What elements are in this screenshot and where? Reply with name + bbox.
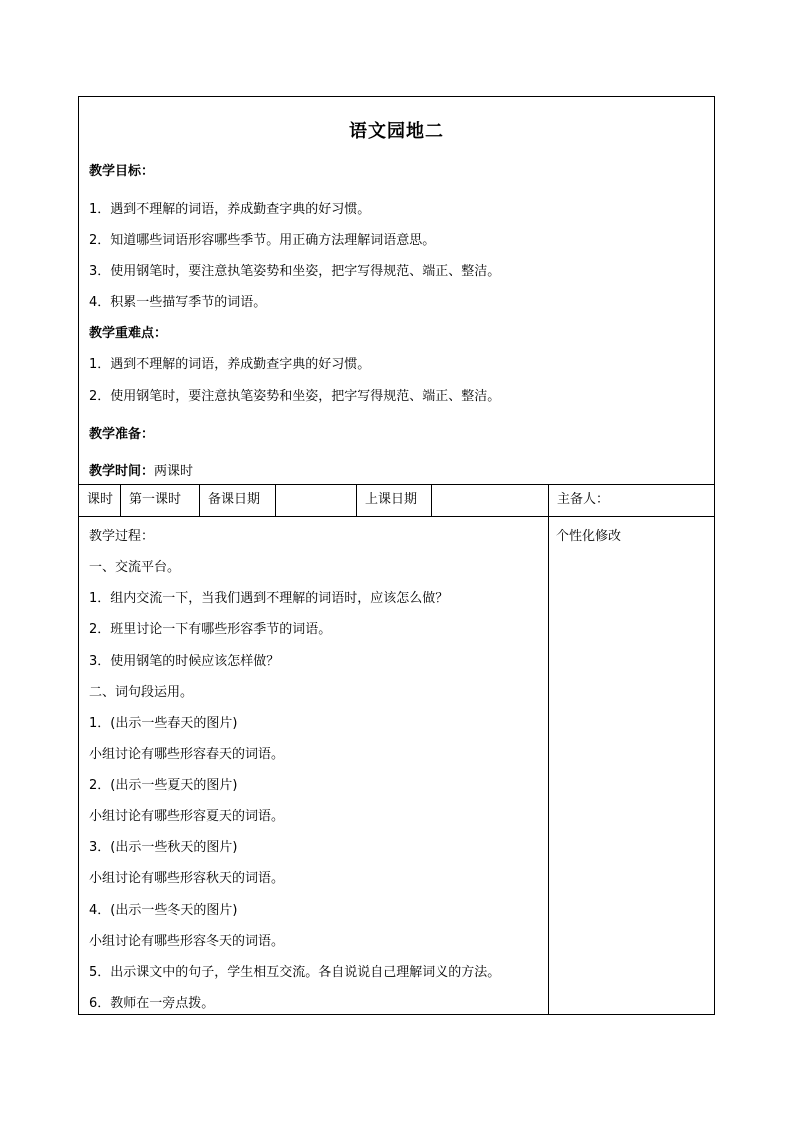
objective-item: 4．积累一些描写季节的词语。 <box>89 295 267 310</box>
prep-date-label: 备课日期 <box>208 492 261 507</box>
process-line: 一、交流平台。 <box>89 560 181 575</box>
process-line: 小组讨论有哪些形容秋天的词语。 <box>89 871 285 886</box>
column-divider <box>548 517 549 1014</box>
preparer-label: 主备人： <box>557 492 610 507</box>
process-line: 1．组内交流一下，当我们遇到不理解的词语时，应该怎么做？ <box>89 591 449 606</box>
objective-item: 2．知道哪些词语形容哪些季节。用正确方法理解词语意思。 <box>89 233 436 248</box>
process-line: 小组讨论有哪些形容春天的词语。 <box>89 747 285 762</box>
key-points-heading: 教学重难点： <box>89 326 168 341</box>
process-line: 2．班里讨论一下有哪些形容季节的词语。 <box>89 622 332 637</box>
key-point-item: 2．使用钢笔时，要注意执笔姿势和坐姿，把字写得规范、端正、整洁。 <box>89 389 501 404</box>
lesson-label: 课时 <box>87 492 114 507</box>
process-line: 二、词句段运用。 <box>89 685 194 700</box>
personalized-edit-heading: 个性化修改 <box>556 529 622 544</box>
teaching-time <box>89 460 193 479</box>
process-line: 1．(出示一些春天的图片) <box>89 716 238 731</box>
prep-date-value <box>276 485 356 516</box>
key-point-item: 1．遇到不理解的词语，养成勤查字典的好习惯。 <box>89 357 371 372</box>
info-row <box>79 485 714 517</box>
process-line: 小组讨论有哪些形容冬天的词语。 <box>89 934 285 949</box>
process-heading: 教学过程： <box>89 529 155 544</box>
page-title: 语文园地二 <box>349 121 444 142</box>
teaching-time-value: 两课时 <box>154 464 194 479</box>
process-line: 6．教师在一旁点拨。 <box>89 996 215 1011</box>
objective-item: 3．使用钢笔时，要注意执笔姿势和坐姿，把字写得规范、端正、整洁。 <box>89 264 501 279</box>
preparation-heading: 教学准备： <box>89 427 155 442</box>
process-line: 小组讨论有哪些形容夏天的词语。 <box>89 809 285 824</box>
teaching-time-label: 教学时间： <box>89 464 155 479</box>
class-date-label: 上课日期 <box>365 492 418 507</box>
process-section <box>79 517 714 1014</box>
process-line: 5．出示课文中的句子，学生相互交流。各自说说自己理解词义的方法。 <box>89 965 501 980</box>
lesson-plan-table <box>78 96 715 1015</box>
objective-item: 1．遇到不理解的词语，养成勤查字典的好习惯。 <box>89 202 371 217</box>
header-section <box>79 97 714 485</box>
process-line: 3．(出示一些秋天的图片) <box>89 840 238 855</box>
process-line: 2．(出示一些夏天的图片) <box>89 778 238 793</box>
process-line: 4．(出示一些冬天的图片) <box>89 903 238 918</box>
objectives-heading: 教学目标： <box>89 164 155 179</box>
process-line: 3．使用钢笔的时候应该怎样做？ <box>89 654 280 669</box>
class-date-value <box>432 485 548 516</box>
lesson-value: 第一课时 <box>129 492 182 507</box>
